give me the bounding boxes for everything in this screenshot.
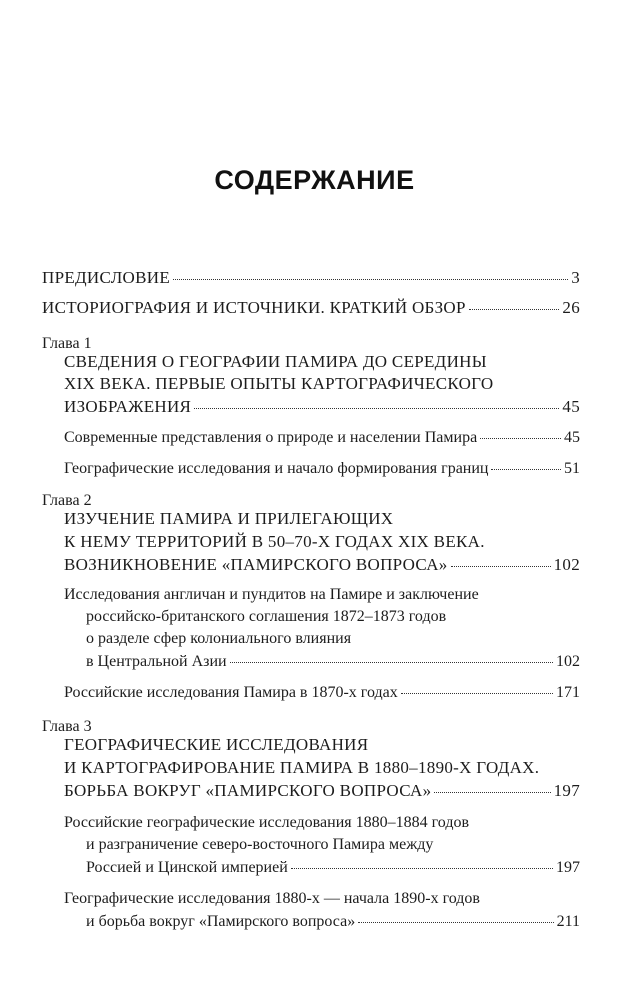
entry-text: и борьба вокруг «Памирского вопроса» xyxy=(86,913,356,930)
page-number: 197 xyxy=(556,859,580,876)
entry-text: Российские исследования Памира в 1870-х годах xyxy=(64,684,398,701)
chapter-2-title-line[interactable]: ИЗУЧЕНИЕ ПАМИРА И ПРИЛЕГАЮЩИХ xyxy=(64,509,394,528)
dot-leader xyxy=(230,648,553,663)
toc-section-1-1[interactable] xyxy=(64,427,580,448)
page-number: 102 xyxy=(553,555,580,574)
toc-section-2-2[interactable] xyxy=(64,682,580,703)
entry-text: БОРЬБА ВОКРУГ «ПАМИРСКОГО ВОПРОСА» xyxy=(64,781,432,800)
chapter-3-label: Глава 3 xyxy=(42,718,92,735)
entry-text: ИСТОРИОГРАФИЯ И ИСТОЧНИКИ. КРАТКИЙ ОБЗОР xyxy=(42,298,466,317)
entry-text: в Центральной Азии xyxy=(86,653,227,670)
chapter-2-label: Глава 2 xyxy=(42,492,92,509)
page-number: 45 xyxy=(564,429,580,446)
page-number: 197 xyxy=(553,781,580,800)
toc-section-3-1-line[interactable]: Российские географические исследования 1880–1884 годов xyxy=(64,814,470,831)
chapter-3-title-line[interactable]: ГЕОГРАФИЧЕСКИЕ ИССЛЕДОВАНИЯ xyxy=(64,735,369,754)
dot-leader xyxy=(469,295,560,310)
toc-section-3-1-last-line[interactable] xyxy=(86,857,580,878)
entry-text: Современные представления о природе и населении Памира xyxy=(64,429,478,446)
chapter-1-title-line[interactable]: XIX ВЕКА. ПЕРВЫЕ ОПЫТЫ КАРТОГРАФИЧЕСКОГО xyxy=(64,374,494,393)
chapter-3-title-last-line[interactable] xyxy=(64,781,580,801)
dot-leader xyxy=(480,424,561,439)
toc-entry-preface[interactable] xyxy=(42,268,580,288)
dot-leader xyxy=(451,552,551,567)
dot-leader xyxy=(291,854,553,869)
dot-leader xyxy=(194,394,559,409)
toc-section-2-1-line[interactable]: о разделе сфер колониального влияния xyxy=(86,630,352,647)
chapter-1-title-last-line[interactable] xyxy=(64,397,580,417)
page-number: 51 xyxy=(564,460,580,477)
chapter-2-title-line[interactable]: К НЕМУ ТЕРРИТОРИЙ В 50–70-Х ГОДАХ XIX ВЕКА. xyxy=(64,532,485,551)
toc-section-2-1-line[interactable]: российско-британского соглашения 1872–1873 годов xyxy=(86,608,447,625)
entry-text: Географические исследования и начало формирования границ xyxy=(64,460,489,477)
chapter-1-title-line[interactable]: СВЕДЕНИЯ О ГЕОГРАФИИ ПАМИРА ДО СЕРЕДИНЫ xyxy=(64,352,487,371)
page-number: 211 xyxy=(556,913,580,930)
chapter-2-title-last-line[interactable] xyxy=(64,555,580,575)
dot-leader xyxy=(358,908,553,923)
page-number: 102 xyxy=(556,653,580,670)
entry-text: ИЗОБРАЖЕНИЯ xyxy=(64,397,192,416)
toc-section-1-2[interactable] xyxy=(64,458,580,479)
toc-section-2-1-line[interactable]: Исследования англичан и пундитов на Памире и заключение xyxy=(64,586,479,603)
dot-leader xyxy=(434,778,550,793)
entry-text: Россией и Цинской империей xyxy=(86,859,288,876)
entry-text: ВОЗНИКНОВЕНИЕ «ПАМИРСКОГО ВОПРОСА» xyxy=(64,555,448,574)
dot-leader xyxy=(491,455,561,470)
page-number: 171 xyxy=(556,684,580,701)
entry-text: ПРЕДИСЛОВИЕ xyxy=(42,268,171,287)
page-number: 26 xyxy=(562,298,580,317)
page-title: СОДЕРЖАНИЕ xyxy=(214,165,415,195)
toc-section-3-1-line[interactable]: и разграничение северо-восточного Памира между xyxy=(86,836,434,853)
toc-section-3-2-line[interactable]: Географические исследования 1880-х — начала 1890-х годов xyxy=(64,890,480,907)
chapter-3-title-line[interactable]: И КАРТОГРАФИРОВАНИЕ ПАМИРА В 1880–1890-Х ГОДАХ. xyxy=(64,758,540,777)
page-number: 3 xyxy=(571,268,580,287)
dot-leader xyxy=(173,265,568,280)
toc-entry-historiography[interactable] xyxy=(42,298,580,318)
page-number: 45 xyxy=(562,397,580,416)
chapter-1-label: Глава 1 xyxy=(42,335,92,352)
toc-section-3-2-last-line[interactable] xyxy=(86,911,580,932)
toc-section-2-1-last-line[interactable] xyxy=(86,651,580,672)
dot-leader xyxy=(401,679,553,694)
